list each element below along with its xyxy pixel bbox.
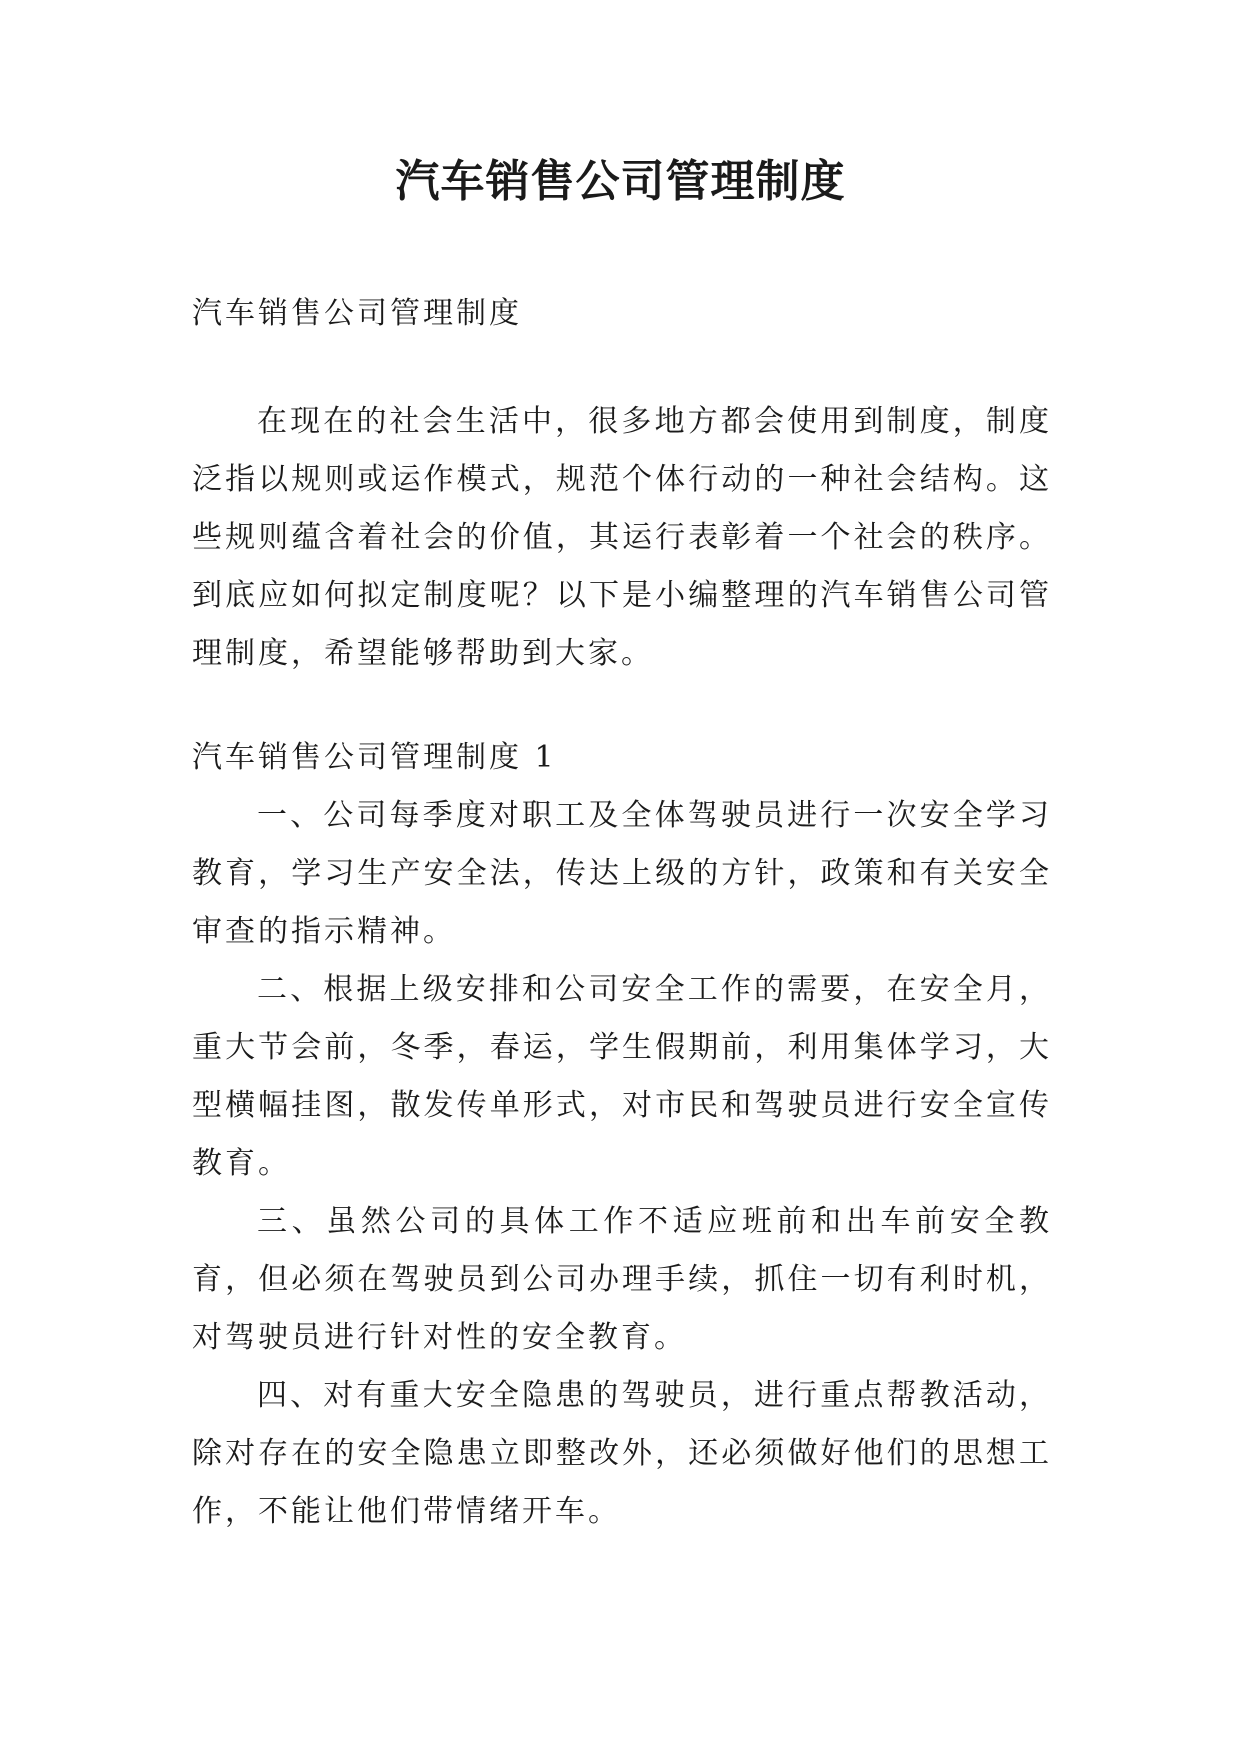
document-body — [192, 285, 1052, 1541]
intro-paragraph: 在现在的社会生活中，很多地方都会使用到制度，制度泛指以规则或运作模式，规范个体行动的一种社会结构。这些规则蕴含着社会的价值，其运行表彰着一个社会的秩序。到底应如何拟定制度呢？以下是小编整理的汽车销售公司管理制度，希望能够帮助到大家。 — [192, 404, 1052, 671]
section-item-1: 一、公司每季度对职工及全体驾驶员进行一次安全学习教育，学习生产安全法，传达上级的方针，政策和有关安全审查的指示精神。 — [192, 798, 1052, 949]
section-item-3: 三、虽然公司的具体工作不适应班前和出车前安全教育，但必须在驾驶员到公司办理手续，抓住一切有利时机，对驾驶员进行针对性的安全教育。 — [192, 1204, 1052, 1355]
section-item-2: 二、根据上级安排和公司安全工作的需要，在安全月，重大节会前，冬季，春运，学生假期前，利用集体学习，大型横幅挂图，散发传单形式，对市民和驾驶员进行安全宣传教育。 — [192, 972, 1052, 1181]
section-heading: 汽车销售公司管理制度 1 — [192, 740, 557, 775]
spacer — [192, 343, 1052, 393]
document-title: 汽车销售公司管理制度 — [395, 156, 846, 207]
document-subtitle: 汽车销售公司管理制度 — [192, 296, 522, 331]
spacer — [192, 683, 1052, 729]
section-item-4: 四、对有重大安全隐患的驾驶员，进行重点帮教活动，除对存在的安全隐患立即整改外，还必须做好他们的思想工作，不能让他们带情绪开车。 — [192, 1378, 1052, 1529]
